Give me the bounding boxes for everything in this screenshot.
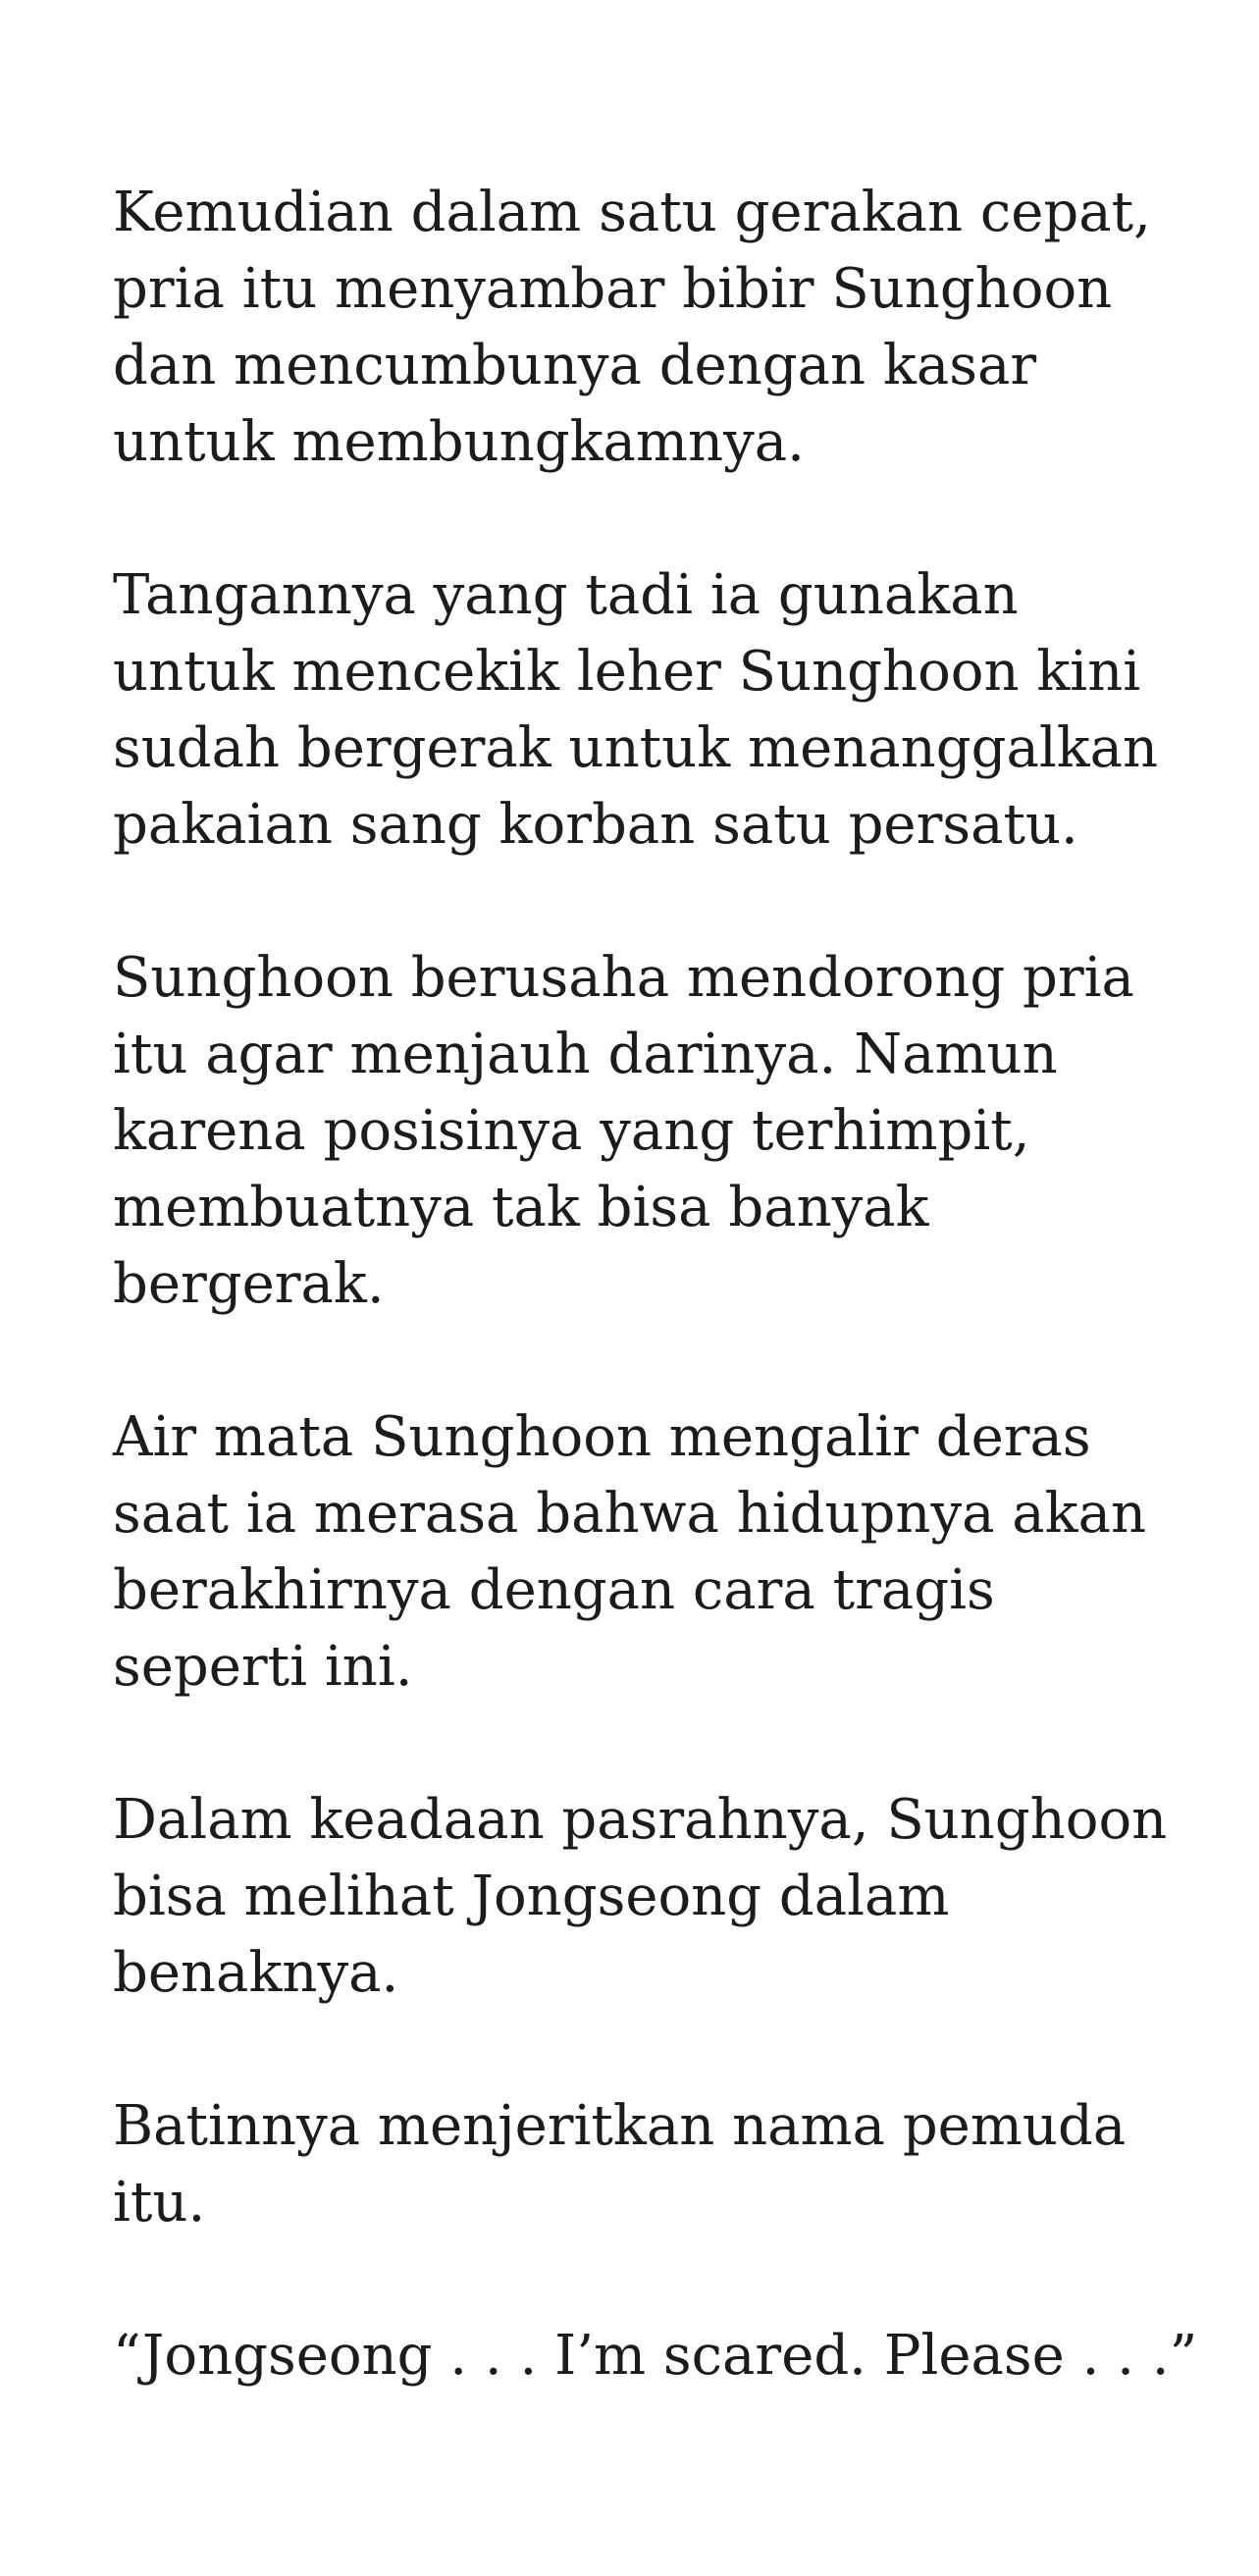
text-line: itu agar menjauh darinya. Namun: [113, 1023, 1058, 1086]
text-line: benaknya.: [113, 1941, 399, 2005]
text-line: bergerak.: [113, 1252, 385, 1316]
text-line: “Jongseong . . . I’m scared. Please . . .”: [113, 2324, 1198, 2388]
text-line: itu.: [113, 2171, 206, 2234]
text-line: Air mata Sunghoon mengalir deras: [113, 1405, 1091, 1469]
paragraph-2: [113, 557, 1168, 864]
text-line: Dalam keadaan pasrahnya, Sunghoon: [113, 1788, 1168, 1852]
text-line: pria itu menyambar bibir Sunghoon: [113, 257, 1113, 321]
paragraph-7: [113, 2318, 1198, 2394]
text-line: untuk mencekik leher Sunghoon kini: [113, 640, 1141, 704]
text-line: bisa melihat Jongseong dalam: [113, 1865, 950, 1928]
paragraph-4: [113, 1399, 1168, 1706]
text-line: berakhirnya dengan cara tragis: [113, 1558, 995, 1622]
paragraph-3: [113, 940, 1168, 1323]
text-line: Kemudian dalam satu gerakan cepat,: [113, 181, 1151, 244]
text-line: seperti ini.: [113, 1635, 413, 1699]
paragraph-5: [113, 1782, 1168, 2012]
text-line: Tangannya yang tadi ia gunakan: [113, 563, 1019, 627]
paragraph-6: [113, 2088, 1168, 2241]
story-text: [113, 175, 1198, 2471]
text-line: untuk membungkamnya.: [113, 410, 805, 474]
text-line: sudah bergerak untuk menanggalkan: [113, 716, 1159, 780]
text-line: membuatnya tak bisa banyak: [113, 1176, 929, 1239]
text-line: Batinnya menjeritkan nama pemuda: [113, 2094, 1127, 2158]
text-line: pakaian sang korban satu persatu.: [113, 793, 1078, 857]
text-line: Sunghoon berusaha mendorong pria: [113, 946, 1134, 1010]
text-line: saat ia merasa bahwa hidupnya akan: [113, 1482, 1147, 1546]
text-line: karena posisinya yang terhimpit,: [113, 1099, 1030, 1163]
paragraph-1: [113, 175, 1168, 481]
text-line: dan mencumbunya dengan kasar: [113, 334, 1037, 397]
